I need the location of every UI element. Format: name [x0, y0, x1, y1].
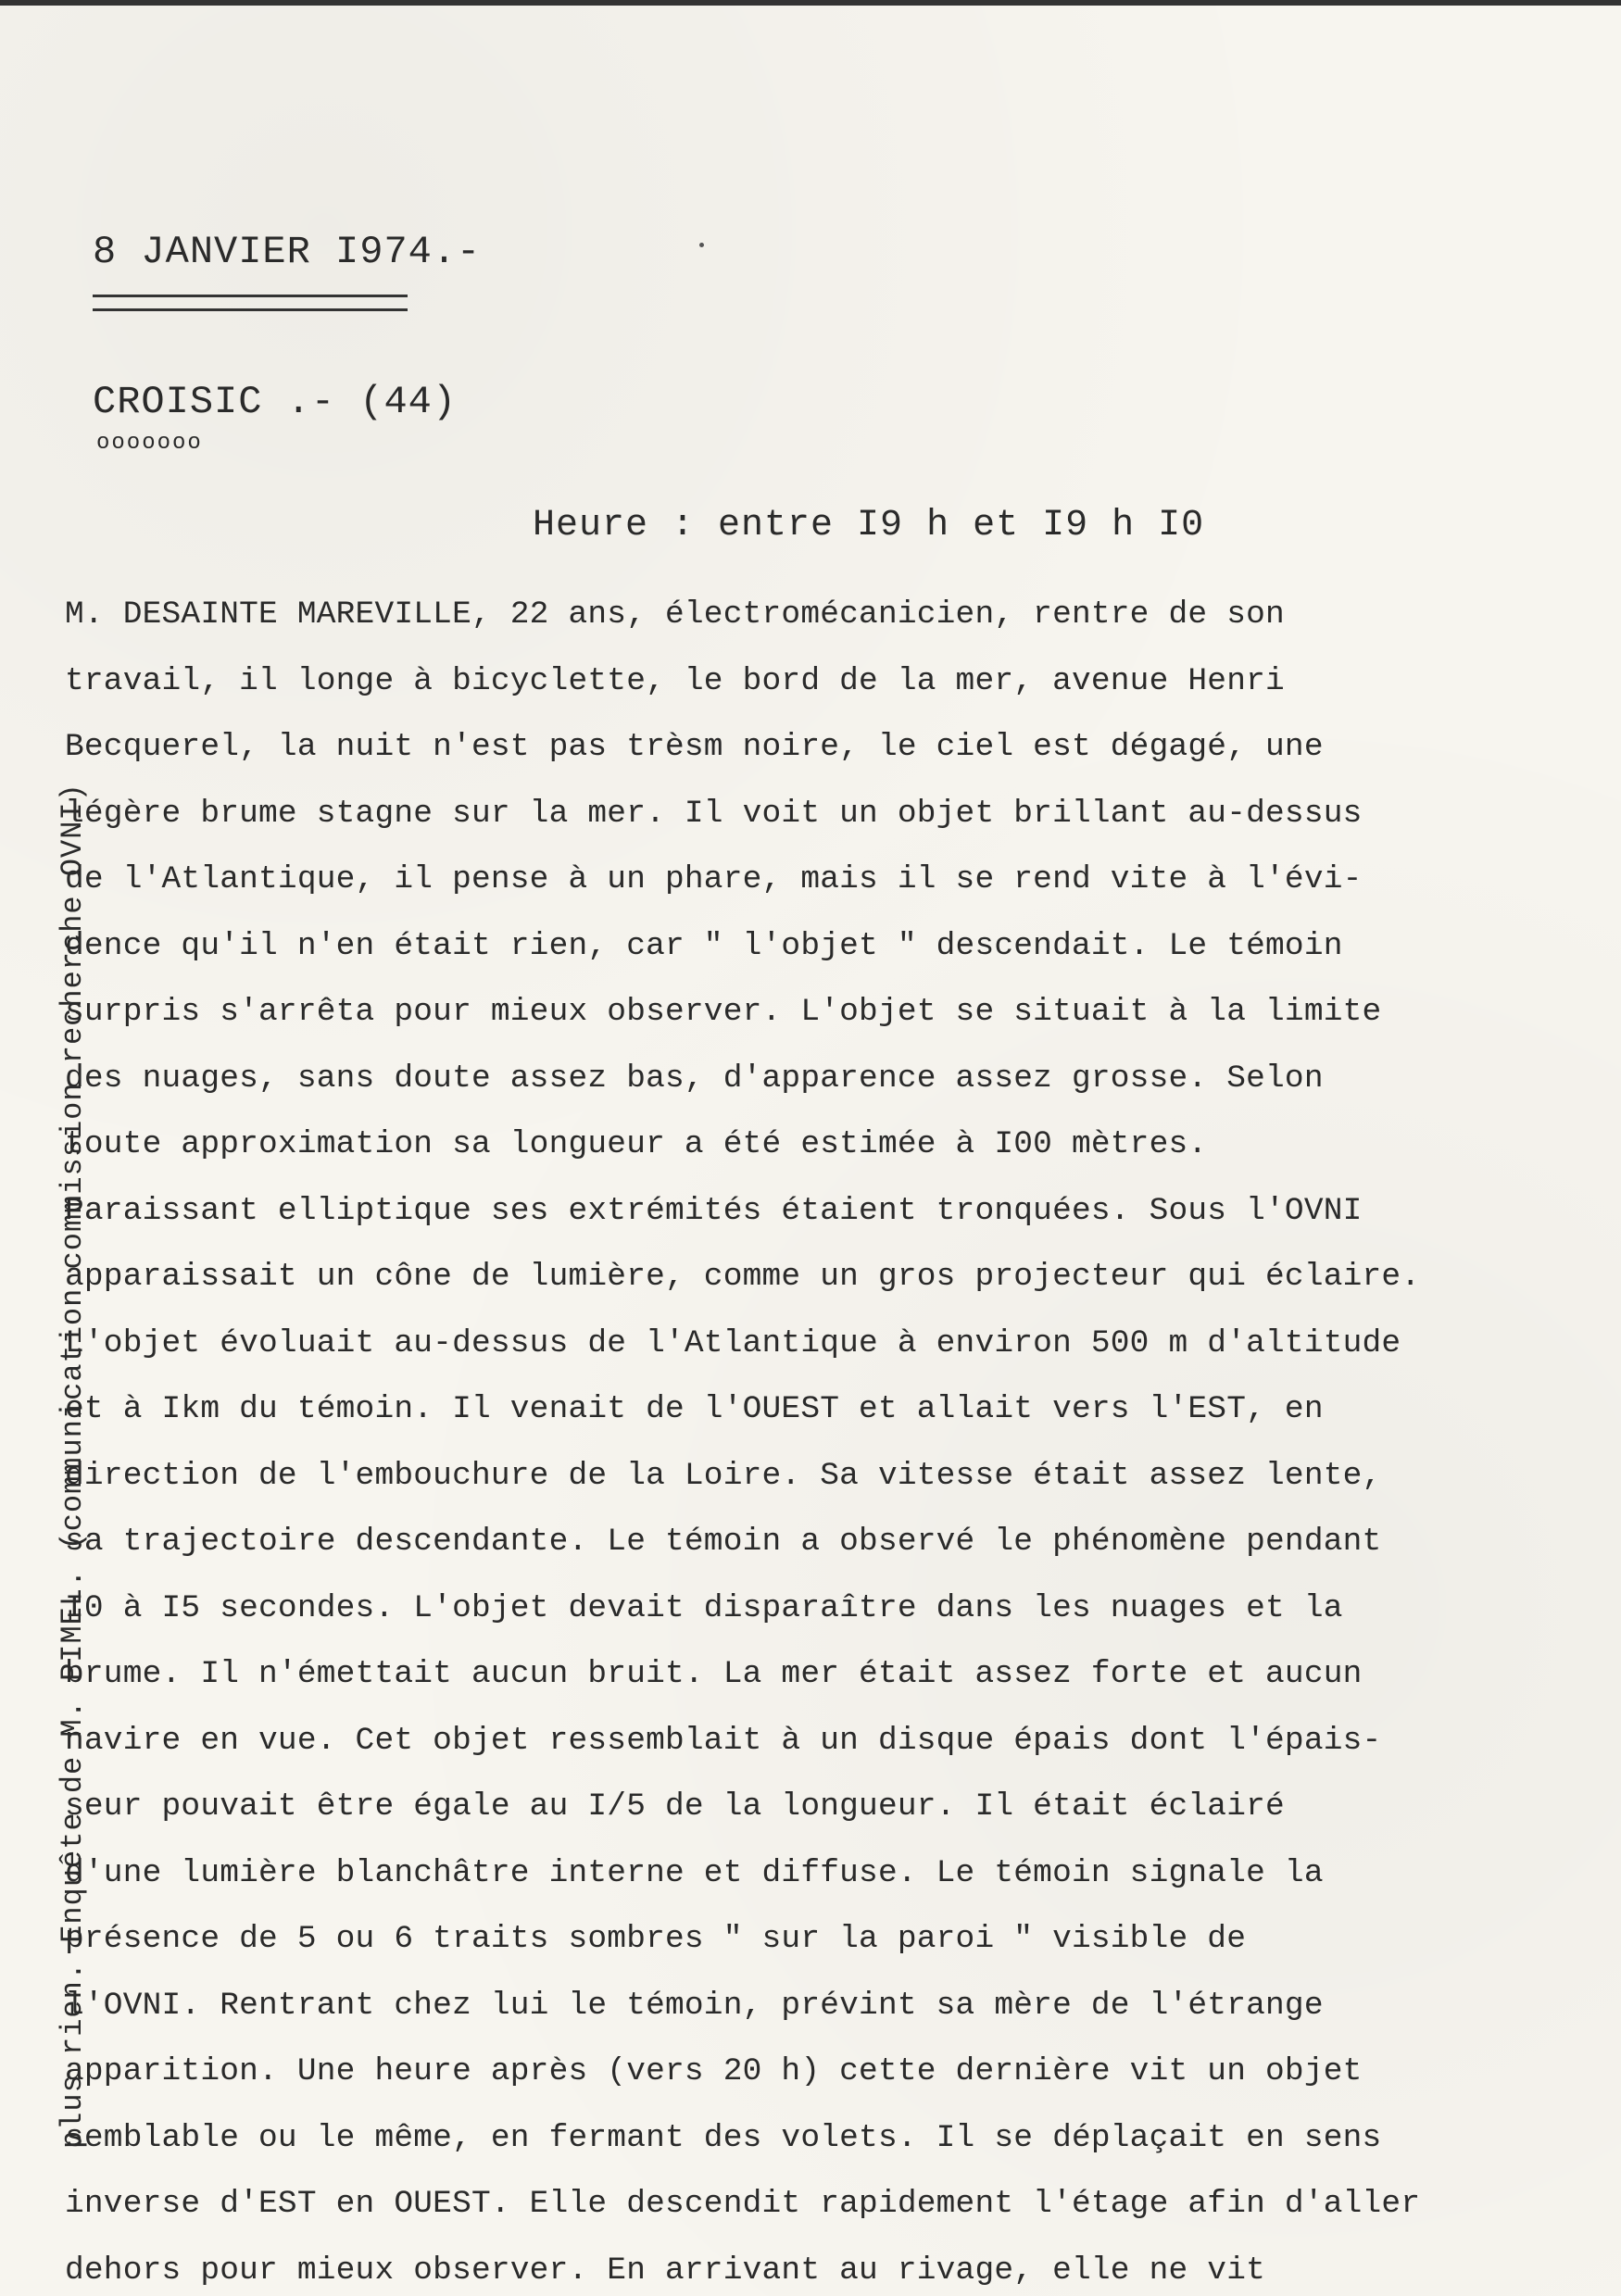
report-body [65, 582, 1593, 2296]
date-double-underline [93, 295, 408, 311]
text-line: brume. Il n'émettait aucun bruit. La mer était assez forte et aucun [65, 1656, 1363, 1692]
text-line: surpris s'arrêta pour mieux observer. L'objet se situait à la limite [65, 994, 1382, 1030]
text-line: apparition. Une heure après (vers 20 h) cette dernière vit un objet [65, 2053, 1363, 2089]
text-line: M. DESAINTE MAREVILLE, 22 ans, électromécanicien, rentre de son [65, 596, 1285, 633]
top-border-line [0, 0, 1621, 6]
text-line: L'objet évoluait au-dessus de l'Atlantique à environ 500 m d'altitude [65, 1324, 1401, 1361]
margin-note-vertical: plus rien. Enquête de M. PIMEL. (communication commission recherche OVNI) [56, 783, 90, 2149]
text-line: de l'Atlantique, il pense à un phare, mais il se rend vite à l'évi- [65, 861, 1363, 897]
text-line: dehors pour mieux observer. En arrivant au rivage, elle ne vit [65, 2252, 1266, 2289]
text-line: dence qu'il n'en était rien, car " l'objet " descendait. Le témoin [65, 927, 1343, 964]
text-line: direction de l'embouchure de la Loire. Sa vitesse était assez lente, [65, 1457, 1382, 1494]
text-line: travail, il longe à bicyclette, le bord de la mer, avenue Henri [65, 662, 1285, 699]
location-underline: ooooooo [96, 431, 203, 456]
text-line: des nuages, sans doute assez bas, d'apparence assez grosse. Selon [65, 1060, 1324, 1097]
text-line: navire en vue. Cet objet ressemblait à un disque épais dont l'épais- [65, 1722, 1382, 1759]
text-line: toute approximation sa longueur a été estimée à I00 mètres. [65, 1126, 1208, 1162]
text-line: légère brume stagne sur la mer. Il voit un objet brillant au-dessus [65, 795, 1363, 832]
text-line: I0 à I5 secondes. L'objet devait disparaître dans les nuages et la [65, 1589, 1343, 1626]
text-line: inverse d'EST en OUEST. Elle descendit rapidement l'étage afin d'aller [65, 2186, 1421, 2222]
text-line: semblable ou le même, en fermant des volets. Il se déplaçait en sens [65, 2119, 1382, 2156]
report-date: 8 JANVIER I974.- [93, 230, 482, 274]
report-time: Heure : entre I9 h et I9 h I0 [533, 505, 1205, 546]
report-location: CROISIC .- (44) [93, 380, 458, 424]
text-line: et à Ikm du témoin. Il venait de l'OUEST et allait vers l'EST, en [65, 1391, 1324, 1427]
text-line: seur pouvait être égale au I/5 de la longueur. Il était éclairé [65, 1788, 1285, 1825]
text-line: d'une lumière blanchâtre interne et diffuse. Le témoin signale la [65, 1854, 1324, 1891]
ink-speck [699, 243, 704, 247]
text-line: sa trajectoire descendante. Le témoin a observé le phénomène pendant [65, 1524, 1382, 1560]
text-line: Paraissant elliptique ses extrémités étaient tronquées. Sous l'OVNI [65, 1192, 1363, 1229]
text-line: l'OVNI. Rentrant chez lui le témoin, prévint sa mère de l'étrange [65, 1987, 1324, 2024]
text-line: Becquerel, la nuit n'est pas trèsm noire, le ciel est dégagé, une [65, 729, 1324, 765]
text-line: apparaissait un cône de lumière, comme un gros projecteur qui éclaire. [65, 1259, 1421, 1295]
text-line: présence de 5 ou 6 traits sombres " sur la paroi " visible de [65, 1921, 1247, 1957]
